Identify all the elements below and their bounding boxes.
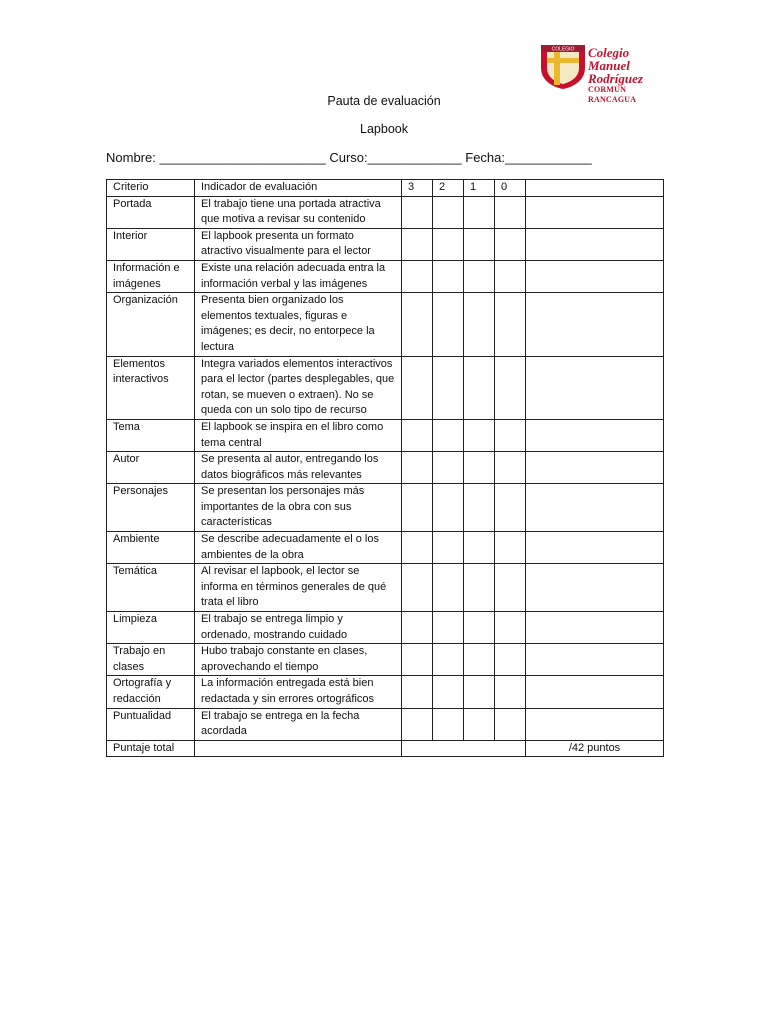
score-cell[interactable] — [495, 228, 526, 260]
score-cell[interactable] — [495, 484, 526, 532]
total-indicador-cell — [195, 740, 402, 757]
score-cell[interactable] — [402, 260, 433, 292]
extra-cell — [526, 293, 664, 356]
score-cell[interactable] — [402, 419, 433, 451]
extra-cell — [526, 484, 664, 532]
score-cell[interactable] — [464, 644, 495, 676]
score-cell[interactable] — [495, 419, 526, 451]
score-cell[interactable] — [495, 356, 526, 419]
table-row — [107, 196, 664, 228]
extra-cell — [526, 419, 664, 451]
score-cell[interactable] — [433, 644, 464, 676]
extra-cell — [526, 356, 664, 419]
table-row — [107, 564, 664, 612]
score-cell[interactable] — [433, 708, 464, 740]
score-cell[interactable] — [433, 228, 464, 260]
school-name-line1: Colegio Manuel — [588, 45, 630, 73]
score-cell[interactable] — [402, 356, 433, 419]
score-cell[interactable] — [464, 196, 495, 228]
table-row — [107, 260, 664, 292]
indicador-cell: Se describe adecuadamente el o los ambientes de la obra — [195, 532, 402, 564]
score-cell[interactable] — [433, 452, 464, 484]
table-row — [107, 708, 664, 740]
extra-cell — [526, 532, 664, 564]
indicador-cell: El trabajo se entrega limpio y ordenado, mostrando cuidado — [195, 612, 402, 644]
score-cell[interactable] — [433, 564, 464, 612]
extra-cell — [526, 676, 664, 708]
table-row — [107, 484, 664, 532]
score-cell[interactable] — [433, 419, 464, 451]
indicador-cell: Presenta bien organizado los elementos textuales, figuras e imágenes; es decir, no entorpece la lectura — [195, 293, 402, 356]
header-criterio: Criterio — [107, 180, 195, 197]
table-header-row — [107, 180, 664, 197]
criterio-cell: Elementos interactivos — [107, 356, 195, 419]
extra-cell — [526, 228, 664, 260]
evaluation-table — [106, 179, 664, 757]
table-row — [107, 356, 664, 419]
criterio-cell: Temática — [107, 564, 195, 612]
indicador-cell: La información entregada está bien redactada y sin errores ortográficos — [195, 676, 402, 708]
indicador-cell: Hubo trabajo constante en clases, aprovechando el tiempo — [195, 644, 402, 676]
header-score-2: 2 — [433, 180, 464, 197]
score-cell[interactable] — [495, 452, 526, 484]
extra-cell — [526, 644, 664, 676]
criterio-cell: Tema — [107, 419, 195, 451]
table-row — [107, 532, 664, 564]
table-row — [107, 293, 664, 356]
score-cell[interactable] — [495, 532, 526, 564]
score-cell[interactable] — [433, 612, 464, 644]
score-cell[interactable] — [464, 532, 495, 564]
criterio-cell: Información e imágenes — [107, 260, 195, 292]
table-row — [107, 419, 664, 451]
score-cell[interactable] — [495, 293, 526, 356]
table-row — [107, 452, 664, 484]
score-cell[interactable] — [402, 228, 433, 260]
score-cell[interactable] — [464, 356, 495, 419]
indicador-cell: Existe una relación adecuada entra la información verbal y las imágenes — [195, 260, 402, 292]
page-title: Pauta de evaluación — [327, 94, 441, 108]
extra-cell — [526, 564, 664, 612]
criterio-cell: Organización — [107, 293, 195, 356]
school-logo — [540, 44, 670, 104]
score-cell[interactable] — [464, 228, 495, 260]
indicador-cell: El lapbook presenta un formato atractivo visualmente para el lector — [195, 228, 402, 260]
table-row — [107, 228, 664, 260]
total-row — [107, 740, 664, 757]
score-cell[interactable] — [402, 484, 433, 532]
score-cell[interactable] — [402, 644, 433, 676]
header-score-0: 0 — [495, 180, 526, 197]
score-cell[interactable] — [464, 612, 495, 644]
criterio-cell: Puntualidad — [107, 708, 195, 740]
extra-cell — [526, 196, 664, 228]
header-score-3: 3 — [402, 180, 433, 197]
extra-cell — [526, 612, 664, 644]
shield-top-text: COLEGIO — [551, 46, 575, 53]
indicador-cell: El trabajo se entrega en la fecha acordada — [195, 708, 402, 740]
school-shield-icon — [540, 44, 586, 90]
score-cell[interactable] — [495, 196, 526, 228]
score-cell[interactable] — [433, 484, 464, 532]
score-cell[interactable] — [433, 196, 464, 228]
score-cell[interactable] — [495, 564, 526, 612]
total-points: /42 puntos — [526, 740, 664, 757]
score-cell[interactable] — [433, 676, 464, 708]
criterio-cell: Trabajo en clases — [107, 644, 195, 676]
score-cell[interactable] — [402, 708, 433, 740]
criterio-cell: Interior — [107, 228, 195, 260]
school-name-line2: Rodríguez — [588, 71, 643, 86]
score-cell[interactable] — [464, 293, 495, 356]
indicador-cell: El trabajo tiene una portada atractiva que motiva a revisar su contenido — [195, 196, 402, 228]
table-row — [107, 676, 664, 708]
score-cell[interactable] — [433, 260, 464, 292]
total-label: Puntaje total — [107, 740, 195, 757]
extra-cell — [526, 260, 664, 292]
score-cell[interactable] — [495, 708, 526, 740]
school-location: CORMUN RANCAGUA — [588, 85, 637, 104]
criterio-cell: Autor — [107, 452, 195, 484]
criterio-cell: Ambiente — [107, 532, 195, 564]
score-cell[interactable] — [495, 260, 526, 292]
score-cell[interactable] — [402, 293, 433, 356]
extra-cell — [526, 708, 664, 740]
score-cell[interactable] — [495, 676, 526, 708]
indicador-cell: Se presenta al autor, entregando los datos biográficos más relevantes — [195, 452, 402, 484]
score-cell[interactable] — [464, 564, 495, 612]
score-cell[interactable] — [402, 676, 433, 708]
table-row — [107, 612, 664, 644]
criterio-cell: Limpieza — [107, 612, 195, 644]
indicador-cell: Se presentan los personajes más importantes de la obra con sus características — [195, 484, 402, 532]
score-cell[interactable] — [464, 708, 495, 740]
score-cell[interactable] — [464, 260, 495, 292]
score-cell[interactable] — [464, 452, 495, 484]
score-cell[interactable] — [402, 452, 433, 484]
score-cell[interactable] — [433, 532, 464, 564]
score-cell[interactable] — [402, 564, 433, 612]
score-cell[interactable] — [433, 356, 464, 419]
score-cell[interactable] — [495, 644, 526, 676]
indicador-cell: El lapbook se inspira en el libro como tema central — [195, 419, 402, 451]
score-cell[interactable] — [402, 612, 433, 644]
score-cell[interactable] — [464, 419, 495, 451]
page-subtitle: Lapbook — [360, 122, 408, 136]
total-score-cell[interactable] — [402, 740, 526, 757]
table-row — [107, 644, 664, 676]
extra-cell — [526, 452, 664, 484]
criterio-cell: Portada — [107, 196, 195, 228]
indicador-cell: Al revisar el lapbook, el lector se informa en términos generales de qué trata el libro — [195, 564, 402, 612]
score-cell[interactable] — [433, 293, 464, 356]
indicador-cell: Integra variados elementos interactivos para el lector (partes desplegables, que rotan, se mueven o extraen). No se queda con un solo tipo de recurso — [195, 356, 402, 419]
criterio-cell: Personajes — [107, 484, 195, 532]
score-cell[interactable] — [402, 196, 433, 228]
score-cell[interactable] — [464, 676, 495, 708]
criterio-cell: Ortografía y redacción — [107, 676, 195, 708]
score-cell[interactable] — [495, 612, 526, 644]
header-score-1: 1 — [464, 180, 495, 197]
score-cell[interactable] — [464, 484, 495, 532]
header-indicador: Indicador de evaluación — [195, 180, 402, 197]
student-info-line: Nombre: _______________________ Curso:_____________ Fecha:____________ — [106, 150, 592, 165]
header-extra — [526, 180, 664, 197]
score-cell[interactable] — [402, 532, 433, 564]
